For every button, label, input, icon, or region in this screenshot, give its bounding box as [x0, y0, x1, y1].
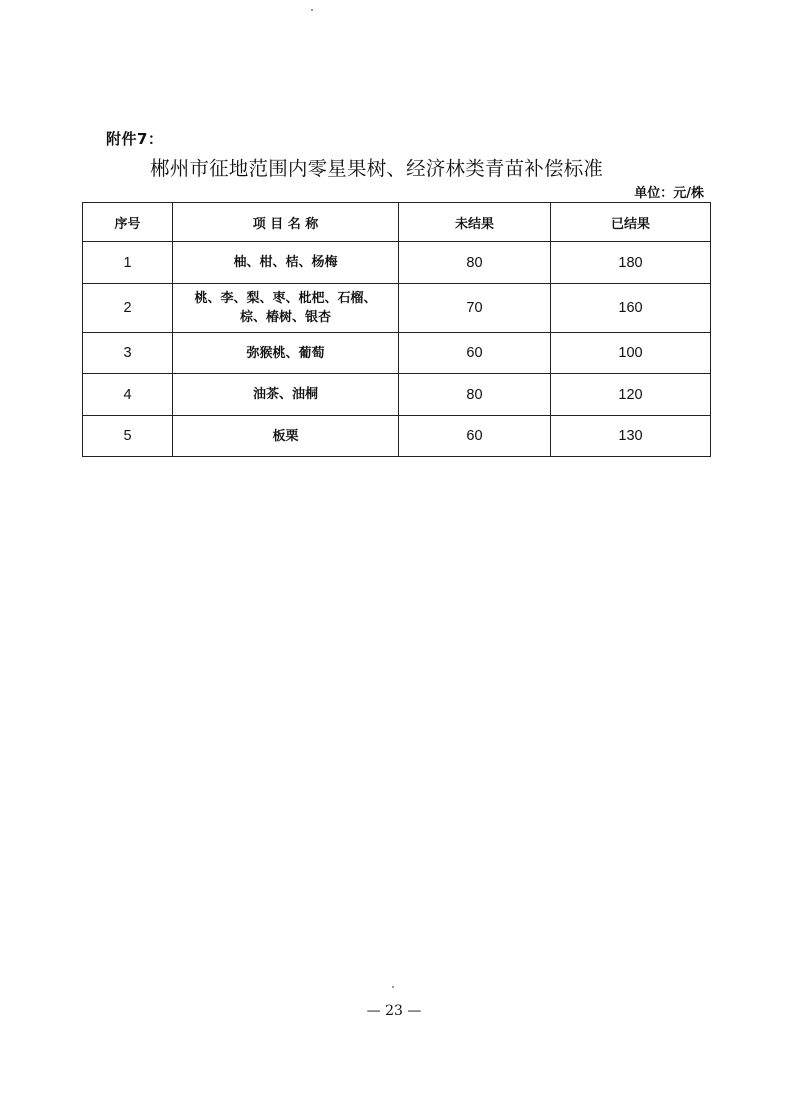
cell-unfruited: 70: [399, 284, 551, 333]
item-name-line: 桃、李、梨、枣、枇杷、石榴、: [194, 291, 377, 306]
unit-label: 单位：元/株: [634, 186, 704, 201]
scan-speck-top: [311, 9, 313, 11]
table-row: [83, 416, 711, 457]
item-name-line: 棕、椿树、银杏: [239, 310, 331, 325]
scan-speck-bottom: [392, 986, 394, 988]
cell-item-name: [173, 374, 399, 416]
cell-fruited: 100: [551, 333, 711, 374]
header-serial-number: 序号: [83, 203, 173, 242]
cell-unfruited: 80: [399, 374, 551, 416]
cell-unfruited: 80: [399, 242, 551, 284]
cell-item-name: [173, 333, 399, 374]
cell-item-name: [173, 242, 399, 284]
cell-serial-number: 4: [83, 374, 173, 416]
cell-serial-number: 5: [83, 416, 173, 457]
cell-item-name: [173, 284, 399, 333]
attachment-label: 附件7：: [106, 130, 164, 148]
cell-unfruited: 60: [399, 333, 551, 374]
table-row: [83, 242, 711, 284]
cell-serial-number: 3: [83, 333, 173, 374]
cell-fruited: 120: [551, 374, 711, 416]
table-row: [83, 284, 711, 333]
compensation-table: [82, 202, 711, 457]
item-name-line: 柚、柑、桔、杨梅: [233, 255, 338, 270]
cell-fruited: 180: [551, 242, 711, 284]
document-title: 郴州市征地范围内零星果树、经济林类青苗补偿标准: [150, 157, 604, 180]
cell-serial-number: 2: [83, 284, 173, 333]
item-name-line: 弥猴桃、葡萄: [246, 345, 325, 361]
item-name-line: 板栗: [272, 428, 299, 444]
cell-fruited: 130: [551, 416, 711, 457]
header-item-name: 项 目 名 称: [173, 203, 399, 242]
table-row: [83, 374, 711, 416]
cell-unfruited: 60: [399, 416, 551, 457]
cell-serial-number: 1: [83, 242, 173, 284]
item-name-line: 油茶、油桐: [252, 387, 318, 402]
cell-fruited: 160: [551, 284, 711, 333]
table-row: [83, 333, 711, 374]
page-number: — 23 —: [366, 1003, 422, 1019]
cell-item-name: [173, 416, 399, 457]
header-unfruited: 未结果: [399, 203, 551, 242]
header-fruited: 已结果: [551, 203, 711, 242]
table-header-row: [83, 203, 711, 242]
